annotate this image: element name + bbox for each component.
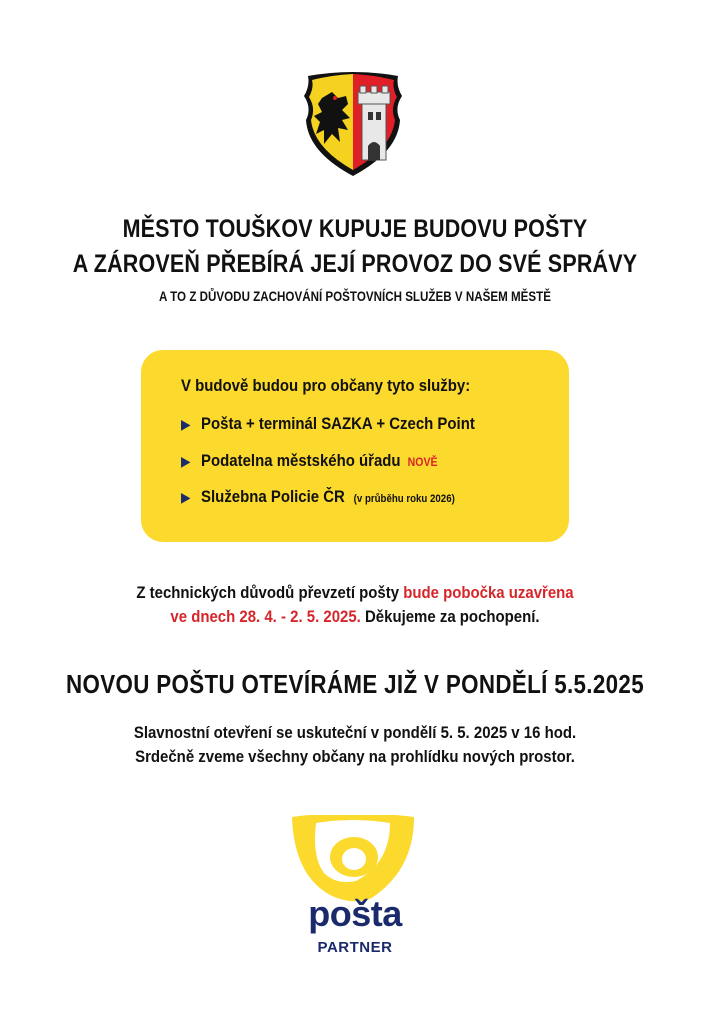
headline-line-1: MĚSTO TOUŠKOV KUPUJE BUDOVU POŠTY [122,215,588,243]
closure-dates: ve dnech 28. 4. - 2. 5. 2025. [170,607,361,626]
closure-thanks: Děkujeme za pochopení. [360,607,540,626]
services-box [141,350,569,542]
play-arrow-icon: ▶ [181,489,191,505]
opening-headline: NOVOU POŠTU OTEVÍRÁME JIŽ V PONDĚLÍ 5.5.2025 [65,669,645,699]
new-badge: NOVĚ [407,455,438,469]
subheadline: A TO Z DŮVODU ZACHOVÁNÍ POŠTOVNÍCH SLUŽEB V NAŠEM MĚSTĚ [159,289,551,304]
services-title: V budově budou pro občany tyto služby: [181,376,471,395]
posta-logo-word: pošta [308,893,402,934]
closure-text: Z technických důvodů převzetí pošty [136,583,404,602]
closure-notice-line-1 [43,583,668,603]
closure-highlight: bude pobočka uzavřena [403,583,574,602]
service-label: Pošta + terminál SAZKA + Czech Point [201,414,475,433]
service-item-policie [181,487,455,507]
service-item-posta [181,414,475,434]
service-item-podatelna [181,451,438,471]
opening-info-line-2: Srdečně zveme všechny občany na prohlídku nových prostor. [135,747,575,766]
closure-notice-line-2 [43,607,668,627]
headline-line-2: A ZÁROVEŇ PŘEBÍRÁ JEJÍ PROVOZ DO SVÉ SPRÁVY [72,250,638,278]
play-arrow-icon: ▶ [181,453,191,469]
town-crest-icon [302,68,404,180]
opening-info-line-1: Slavnostní otevření se uskuteční v pondělí 5. 5. 2025 v 16 hod. [133,723,577,742]
service-note: (v průběhu roku 2026) [353,493,455,505]
post-horn-icon [290,815,416,903]
service-label: Podatelna městského úřadu [201,451,401,470]
service-label: Služebna Policie ČR [201,487,345,506]
play-arrow-icon: ▶ [181,416,191,432]
posta-logo-partner: PARTNER [317,939,393,956]
